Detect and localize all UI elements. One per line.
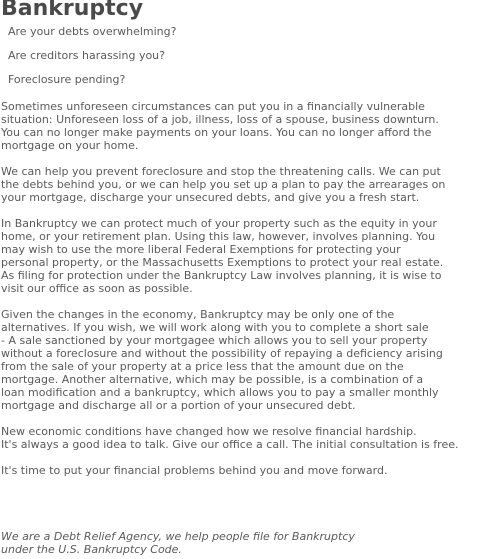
paragraph-protect-property: In Bankruptcy we can protect much of your property such as the equity in your home, or your retirement plan. Using this law, however, involves planning. You may wish to use the more liberal Federal Exemptions for protecting your personal property, or the Massachusetts Exemptions to protect your real estate. As filing for protection under the Bankruptcy Law involves planning, it is wise to visit our office as soon as possible. [1, 217, 444, 295]
paragraph-move-forward: It's time to put your financial problems behind you and move forward. [1, 464, 388, 477]
question-foreclosure-pending: Foreclosure pending? [8, 73, 126, 86]
questions-list [1, 25, 477, 86]
paragraph-prevent-foreclosure: We can help you prevent foreclosure and stop the threatening calls. We can put the debts behind you, or we can help you set up a plan to pay the arrearages on your mortgage, discharge your unsecured debts, and give you a fresh start. [1, 165, 446, 204]
page-heading: Bankruptcy [1, 0, 144, 21]
paragraph-consultation: New economic conditions have changed how we resolve financial hardship. It's always a good idea to talk. Give our office a call. The initial consultation is free. [1, 425, 459, 451]
question-debts-overwhelming: Are your debts overwhelming? [8, 25, 177, 38]
debt-relief-agency-disclaimer: We are a Debt Relief Agency, we help people file for Bankruptcy under the U.S. Bankruptcy Code. [1, 530, 355, 556]
paragraph-unforeseen-circumstances: Sometimes unforeseen circumstances can put you in a financially vulnerable situation: Unforeseen loss of a job, illness, loss of a spouse, business downturn. You can no longer make payments on your loans. You can no longer afford the mortgage on your home. [1, 100, 439, 152]
question-creditors-harassing: Are creditors harassing you? [8, 49, 165, 62]
paragraph-alternatives: Given the changes in the economy, Bankruptcy may be only one of the alternatives. If you wish, we will work along with you to complete a short sale - A sale sanctioned by your mortgagee which allows you to sell your property without a foreclosure and without the possibility of repaying a deficiency arising from the sale of your property at a price less that the amount due on the mortgage. Another alternative, which may be possible, is a combination of a loan modification and a bankruptcy, which allows you to pay a smaller monthly mortgage and discharge all or a portion of your unsecured debt. [1, 308, 443, 412]
